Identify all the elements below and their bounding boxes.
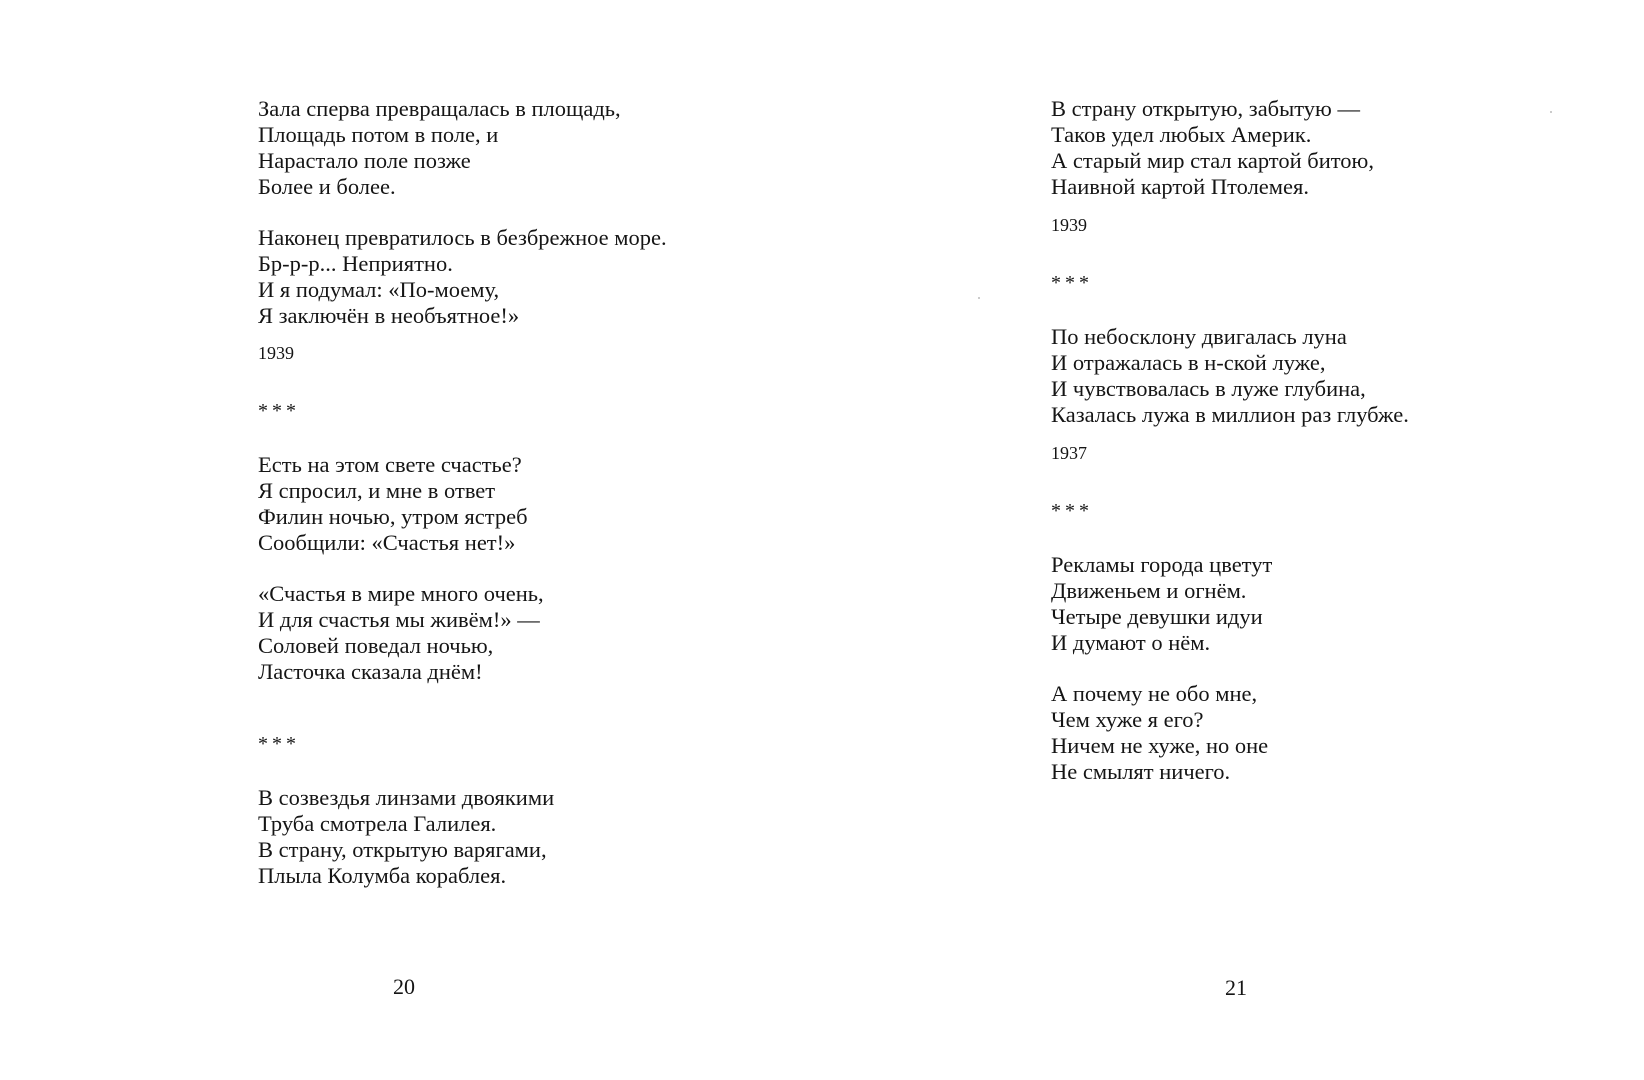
poem-zala [258, 96, 778, 364]
verse-line: Сообщили: «Счастья нет!» [258, 530, 516, 555]
verse-line: Плыла Колумба кораблея. [258, 863, 507, 888]
stanza [1051, 681, 1591, 785]
verse-line: А почему не обо мне, [1051, 681, 1258, 706]
verse-line: Ласточка сказала днём! [258, 659, 483, 684]
verse-line: Есть на этом свете счастье? [258, 452, 522, 477]
verse-line: Зала сперва превращалась в площадь, [258, 96, 621, 121]
poem-galilei-continued [1051, 96, 1591, 236]
verse-line: Таков удел любых Америк. [1051, 122, 1312, 147]
verse-line: Нарастало поле позже [258, 148, 471, 173]
verse-line: Движеньем и огнём. [1051, 578, 1247, 603]
left-page-text [258, 96, 778, 889]
verse-line: В созвездья линзами двоякими [258, 785, 555, 810]
stanza [258, 452, 778, 556]
verse-line: В страну, открытую варягами, [258, 837, 547, 862]
poem-year: 1939 [258, 343, 294, 363]
stanza [258, 581, 778, 685]
verse-line: Площадь потом в поле, и [258, 122, 499, 147]
section-separator: *** [1051, 500, 1093, 522]
verse-line: Казалась лужа в миллион раз глубже. [1051, 402, 1409, 427]
section-separator: *** [258, 733, 300, 755]
section-separator: *** [1051, 272, 1093, 294]
verse-line: «Счастья в мире много очень, [258, 581, 544, 606]
poem-reklamy [1051, 552, 1591, 785]
verse-line: Наивной картой Птолемея. [1051, 174, 1309, 199]
poem-galilei [258, 785, 778, 889]
verse-line: И для счастья мы живём!» — [258, 607, 540, 632]
verse-line: Более и более. [258, 174, 396, 199]
verse-line: Рекламы города цветут [1051, 552, 1273, 577]
verse-line: И чувствовалась в луже глубина, [1051, 376, 1366, 401]
poem-schastie [258, 452, 778, 685]
verse-line: Четыре девушки идуи [1051, 604, 1263, 629]
stanza [1051, 96, 1591, 200]
verse-line: И отражалась в н-ской луже, [1051, 350, 1326, 375]
verse-line: Чем хуже я его? [1051, 707, 1204, 732]
verse-line: А старый мир стал картой битою, [1051, 148, 1374, 173]
verse-line: И думают о нём. [1051, 630, 1211, 655]
verse-line: Филин ночью, утром ястреб [258, 504, 528, 529]
stanza [258, 96, 778, 200]
paper-speck [978, 297, 980, 299]
verse-line: По небосклону двигалась луна [1051, 324, 1347, 349]
verse-line: Наконец превратилось в безбрежное море. [258, 225, 667, 250]
verse-line: В страну открытую, забытую — [1051, 96, 1360, 121]
verse-line: Не смылят ничего. [1051, 759, 1231, 784]
verse-line: И я подумал: «По-моему, [258, 277, 500, 302]
stanza [258, 785, 778, 889]
verse-line: Ничем не хуже, но оне [1051, 733, 1269, 758]
verse-line: Соловей поведал ночью, [258, 633, 494, 658]
verse-line: Я заключён в необъятное!» [258, 303, 520, 328]
section-separator: *** [258, 400, 300, 422]
poem-year: 1937 [1051, 443, 1087, 463]
verse-line: Труба смотрела Галилея. [258, 811, 497, 836]
page-number: 20 [393, 974, 415, 999]
verse-line: Я спросил, и мне в ответ [258, 478, 496, 503]
poem-year: 1939 [1051, 215, 1087, 235]
paper-speck [1550, 111, 1552, 113]
stanza [1051, 324, 1591, 428]
poem-luna [1051, 324, 1591, 464]
right-page [822, 0, 1644, 1080]
stanza [1051, 552, 1591, 656]
verse-line: Бр-р-р... Неприятно. [258, 251, 453, 276]
right-page-text [1051, 96, 1591, 785]
stanza [258, 225, 778, 329]
page-number: 21 [1225, 975, 1247, 1000]
